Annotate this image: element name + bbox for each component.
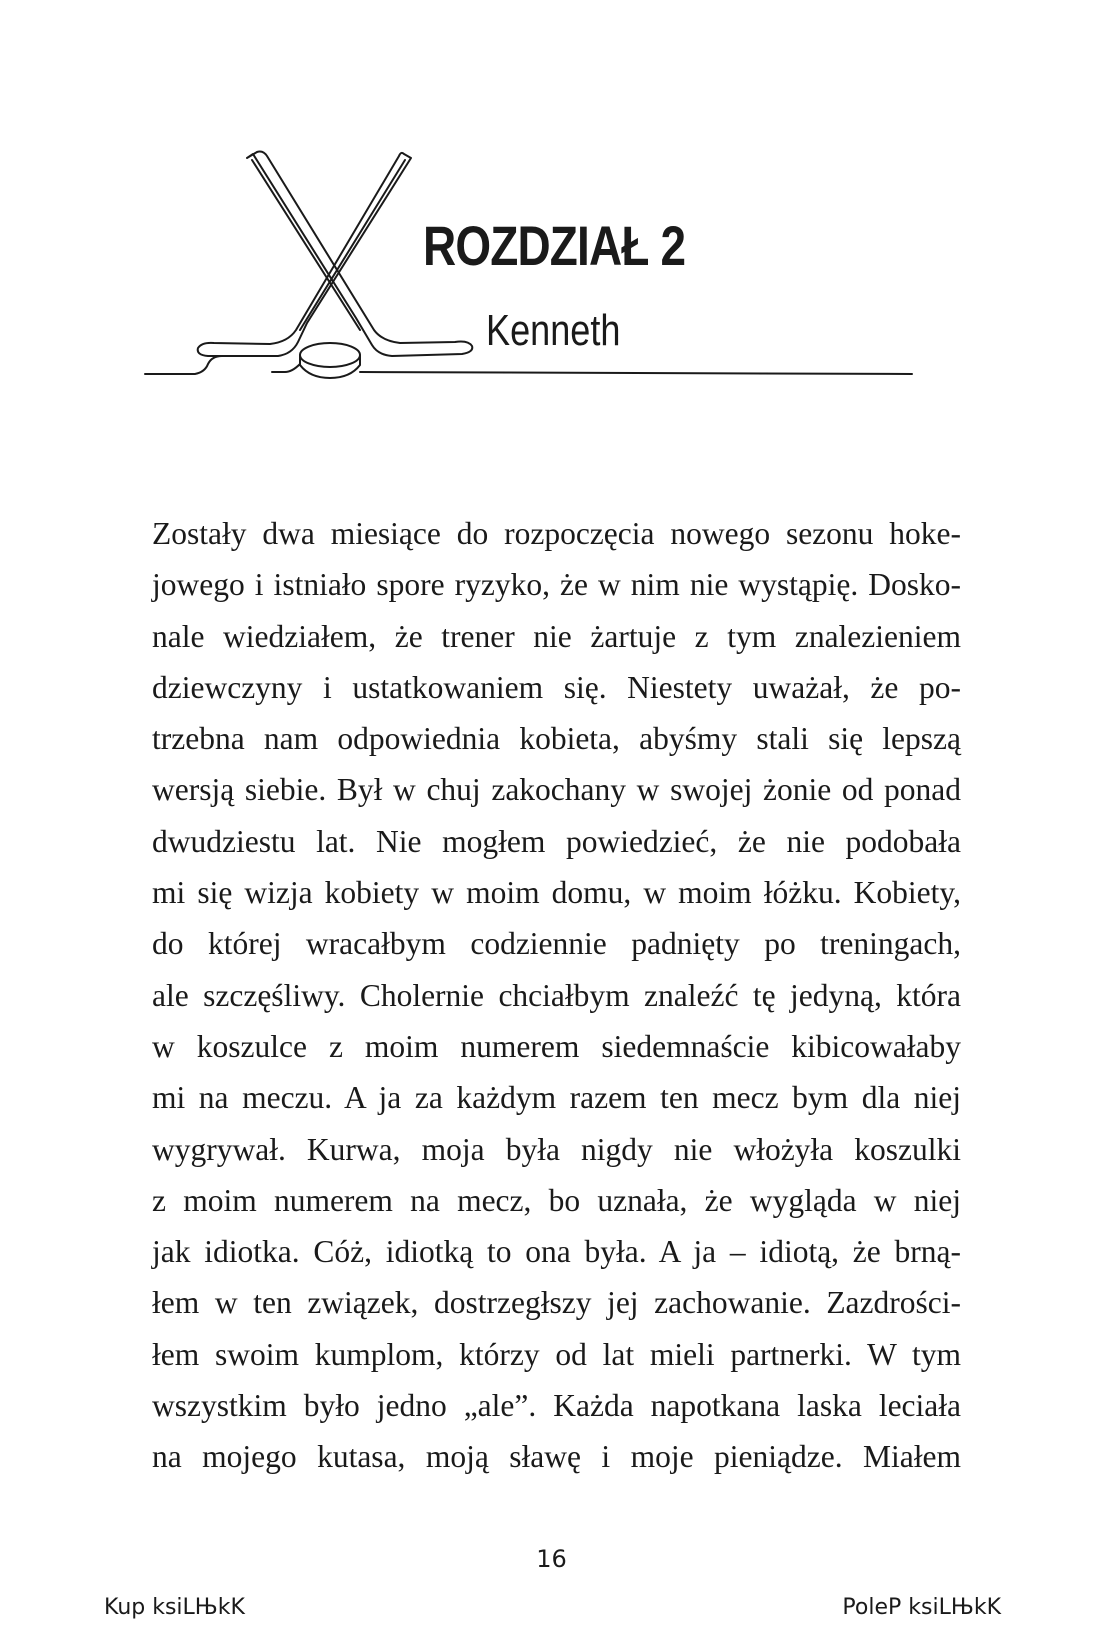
- body-line: dwudziestu lat. Nie mogłem powiedzieć, że nie podobała: [152, 823, 961, 859]
- body-line: nale wiedziałem, że trener nie żartuje z tym znalezieniem: [152, 618, 961, 654]
- body-line: mi na meczu. A ja za każdym razem ten mecz bym dla niej: [152, 1080, 961, 1116]
- recommend-book-link[interactable]: PoleP ksiLЊkK: [842, 1595, 1001, 1620]
- page-number: 16: [536, 1545, 567, 1573]
- body-line: wszystkim było jedno „ale”. Każda napotkana laska leciała: [152, 1388, 961, 1424]
- body-line: jak idiotka. Cóż, idiotką to ona była. A ja – idiotą, że brną-: [152, 1234, 961, 1270]
- body-line: Zostały dwa miesiące do rozpoczęcia nowego sezonu hoke-: [152, 516, 961, 551]
- chapter-subtitle: Kenneth: [486, 306, 621, 355]
- body-line: trzebna nam odpowiednia kobieta, abyśmy stali się lepszą: [152, 721, 961, 757]
- body-line: wygrywał. Kurwa, moja była nigdy nie włożyła koszulki: [152, 1131, 961, 1167]
- body-line: z moim numerem na mecz, bo uznała, że wygląda w niej: [152, 1182, 961, 1218]
- body-line: na mojego kutasa, moją sławę i moje pieniądze. Miałem: [152, 1439, 961, 1475]
- body-line: ale szczęśliwy. Cholernie chciałbym znaleźć tę jedyną, która: [152, 977, 961, 1013]
- buy-book-link[interactable]: Kup ksiLЊkK: [104, 1595, 245, 1620]
- body-text: [152, 508, 961, 1483]
- body-line: jowego i istniało spore ryzyko, że w nim nie wystąpię. Dosko-: [152, 567, 961, 603]
- body-line: łem w ten związek, dostrzegłszy jej zachowanie. Zazdrości-: [152, 1285, 961, 1321]
- body-line: łem swoim kumplom, którzy od lat mieli partnerki. W tym: [152, 1336, 961, 1372]
- body-line: w koszulce z moim numerem siedemnaście kibicowałaby: [152, 1028, 961, 1064]
- body-line: do której wracałbym codziennie padnięty po treningach,: [152, 926, 961, 962]
- chapter-title: ROZDZIAŁ 2: [423, 214, 686, 277]
- body-line: wersją siebie. Był w chuj zakochany w swojej żonie od ponad: [152, 772, 961, 808]
- body-line: dziewczyny i ustatkowaniem się. Niestety uważał, że po-: [152, 669, 961, 705]
- body-line: mi się wizja kobiety w moim domu, w moim łóżku. Kobiety,: [152, 875, 961, 911]
